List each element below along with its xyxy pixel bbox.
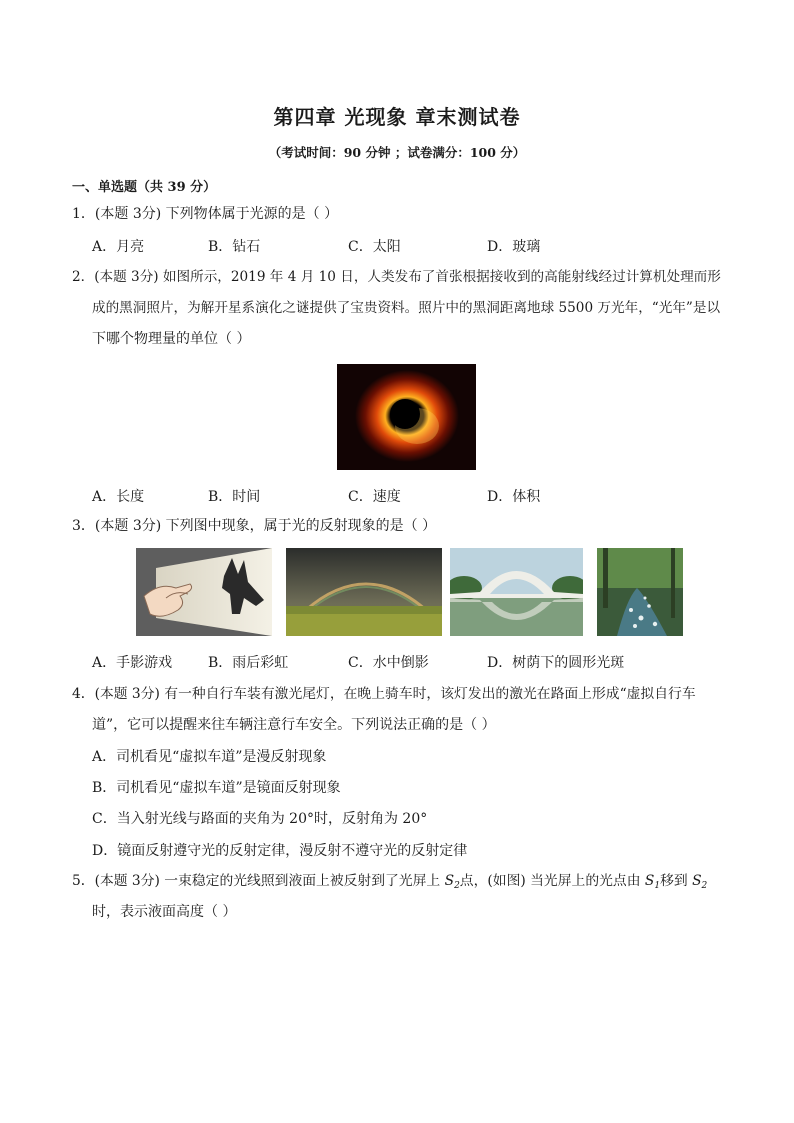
section-heading: 一、单选题（共 39 分） <box>72 180 217 195</box>
question-3-stem: 3．(本题 3分) 下列图中现象，属于光的反射现象的是（ ） <box>72 518 437 534</box>
q2-option-c: C．速度 <box>348 489 401 505</box>
q1-option-d: D．玻璃 <box>487 239 541 255</box>
question-2-line-1: 2．(本题 3分) 如图所示，2019 年 4 月 10 日，人类发布了首张根据接收到的高能射线经过计算机处理而形 <box>72 269 721 285</box>
q1-option-a: A．月亮 <box>92 239 145 255</box>
q2-option-a: A．长度 <box>92 489 145 505</box>
q2-option-b: B．时间 <box>208 489 261 505</box>
q4-option-c: C．当入射光线与路面的夹角为 20°时，反射角为 20° <box>92 811 428 827</box>
q4-option-b: B．司机看见“虚拟车道”是镜面反射现象 <box>92 780 341 796</box>
hand-shadow-image <box>136 548 272 636</box>
q1-option-b: B．钻石 <box>208 239 261 255</box>
q4-option-a: A．司机看见“虚拟车道”是漫反射现象 <box>92 749 327 765</box>
rainbow-image <box>286 548 442 636</box>
q3-option-b: B．雨后彩虹 <box>208 655 289 671</box>
question-5-line-1: 5．(本题 3分) 一束稳定的光线照到液面上被反射到了光屏上 $S_2$点，(如图) 当光屏上的光点由 $S_1$移到 $S_2$ <box>72 873 708 891</box>
bridge-reflection-image <box>450 548 583 636</box>
exam-info: （考试时间：90 分钟 ；试卷满分：100 分） <box>268 145 526 160</box>
question-4-line-1: 4．(本题 3分) 有一种自行车装有激光尾灯，在晚上骑车时，该灯发出的激光在路面上形成“虚拟自行车 <box>72 686 696 702</box>
q3-option-c: C．水中倒影 <box>348 655 429 671</box>
question-1-stem: 1．(本题 3分) 下列物体属于光源的是（ ） <box>72 206 339 222</box>
q2-option-d: D．体积 <box>487 489 541 505</box>
q1-option-c: C．太阳 <box>348 239 401 255</box>
q3-option-a: A．手影游戏 <box>92 655 173 671</box>
page-title: 第四章 光现象 章末测试卷 <box>273 105 521 129</box>
question-5-line-2: 时，表示液面高度（ ） <box>92 904 237 920</box>
question-2-line-3: 下哪个物理量的单位（ ） <box>92 331 251 347</box>
question-2-line-2: 成的黑洞照片，为解开星系演化之谜提供了宝贵资料。照片中的黑洞距离地球 5500 万光年，“光年”是以 <box>92 300 721 316</box>
black-hole-image <box>337 364 476 470</box>
q3-option-d: D．树荫下的圆形光斑 <box>487 655 625 671</box>
question-4-line-2: 道”，它可以提醒来往车辆注意行车安全。下列说法正确的是（ ） <box>92 717 496 733</box>
q4-option-d: D．镜面反射遵守光的反射定律，漫反射不遵守光的反射定律 <box>92 843 468 859</box>
tree-light-spots-image <box>597 548 683 636</box>
